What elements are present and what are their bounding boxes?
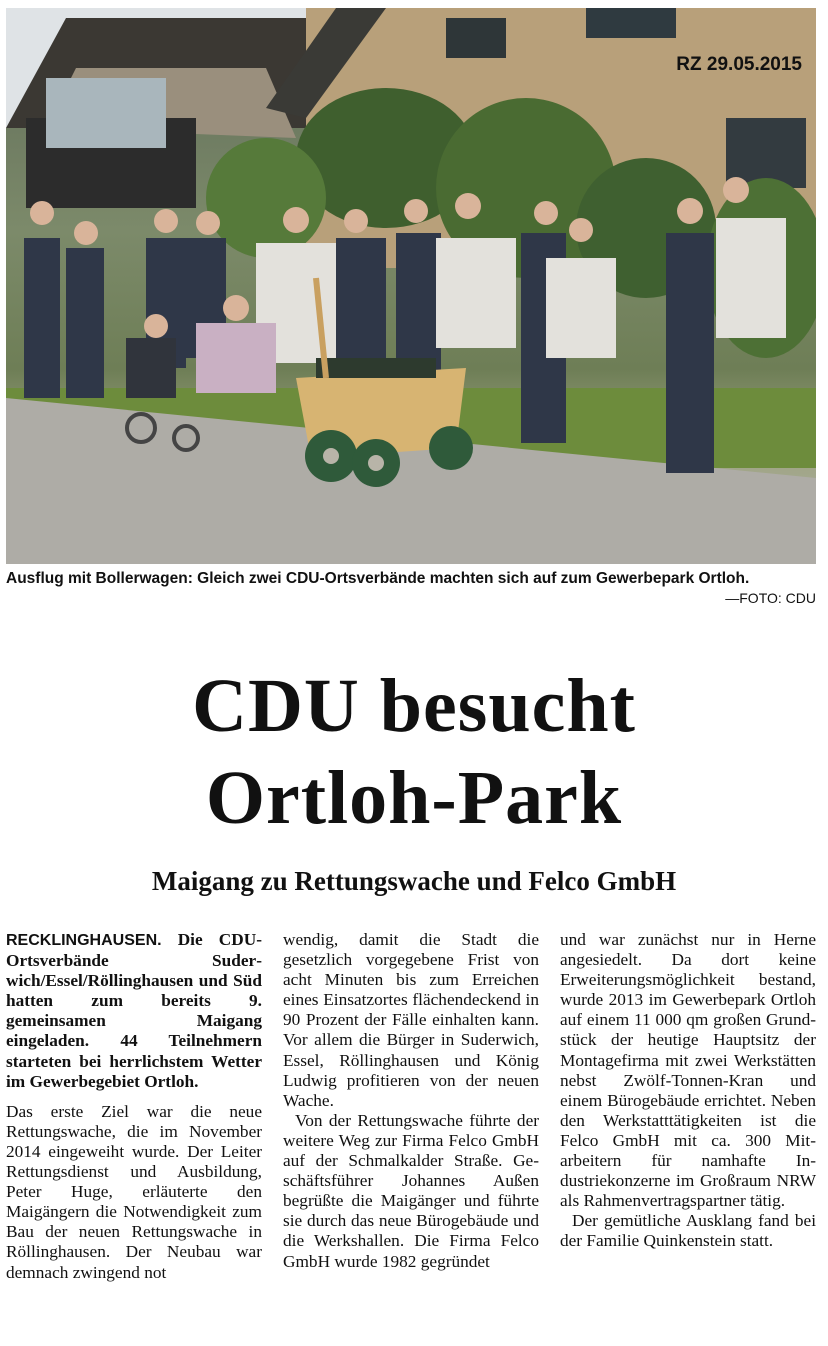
body-paragraph-1: Das erste Ziel war die neue Rettungswache, die im November 2014 eingeweiht wurde. Der Leiter Rettungsdienst und Ausbildung, Peter Huge, erläuterte den Maigängern die Notwendigkeit zum Bau der neuen Rettungswache in Röllinghausen. Der Neubau war demnach zwingend not [6,1101,262,1282]
body-paragraph-3: Der gemütliche Ausklang fand bei der Familie Quinkenstein statt. [560,1211,816,1251]
body-paragraph-1-continued: wendig, damit die Stadt die gesetzlich vorgegebene Frist von acht Minuten bis zum Erreichen eines Einsatzortes flächendeckend in 90 Prozent der Fälle einhalten kann. Vor allem die Bürger in Suderwich, Essel, Röllinghausen und König Ludwig profitieren von der neuen Wache. [283,930,539,1110]
group-photo [6,8,816,564]
photo-caption: Ausflug mit Bollerwagen: Gleich zwei CDU-Ortsverbände machten sich auf zum Gewerbepark Ortloh. [6,570,750,587]
article-column-3 [560,930,816,1252]
dateline: RECKLINGHAUSEN. [6,932,162,949]
headline-line-2: Ortloh-Park [205,756,623,840]
article-column-1 [6,930,262,1283]
body-paragraph-2-continued: und war zunächst nur in Herne angesiedelt. Da dort keine Erweiterungsmöglichkeit bestand, wurde 2013 im Gewerbepark Ortloh auf einem 11 000 qm großen Grundstück der heutige Hauptsitz der Montagefirma mit zwei Werkstätten nebst Zwölf-Tonnen-Kran und einem Bürogebäude errichtet. Neben den Werkstatttätigkeiten ist die Felco GmbH mit ca. 300 Mitarbeitern für namhafte Industriekonzerne im Großraum NRW als Rahmenvertragspartner tätig. [560,930,816,1211]
photo-credit: —FOTO: CDU [725,590,816,606]
article-column-2 [283,930,539,1272]
photo-scene [6,8,816,564]
lead-paragraph [6,930,262,1092]
body-paragraph-2: Von der Rettungswache führte der weitere Weg zur Firma Felco GmbH auf der Schmalkalder Straße. Geschäftsführer Johannes Außen begrüßte die Maigänger und führte sie durch das neue Bürogebäude und die Werkshallen. Die Firma Felco GmbH wurde 1982 gegründet [283,1110,539,1271]
subheadline: Maigang zu Rettungswache und Felco GmbH [151,866,677,896]
headline [0,660,828,844]
date-stamp: RZ 29.05.2015 [676,54,802,75]
headline-line-1: CDU besucht [192,664,636,748]
lead-text: Die CDU-Ortsverbände Suderwich/Essel/Röllinghausen und Süd hatten zum bereits 9. gemeinsamen Maigang eingeladen. 44 Teilnehmern starteten bei herrlichstem Wetter im Gewerbegebiet Ortloh. [6,930,262,1091]
